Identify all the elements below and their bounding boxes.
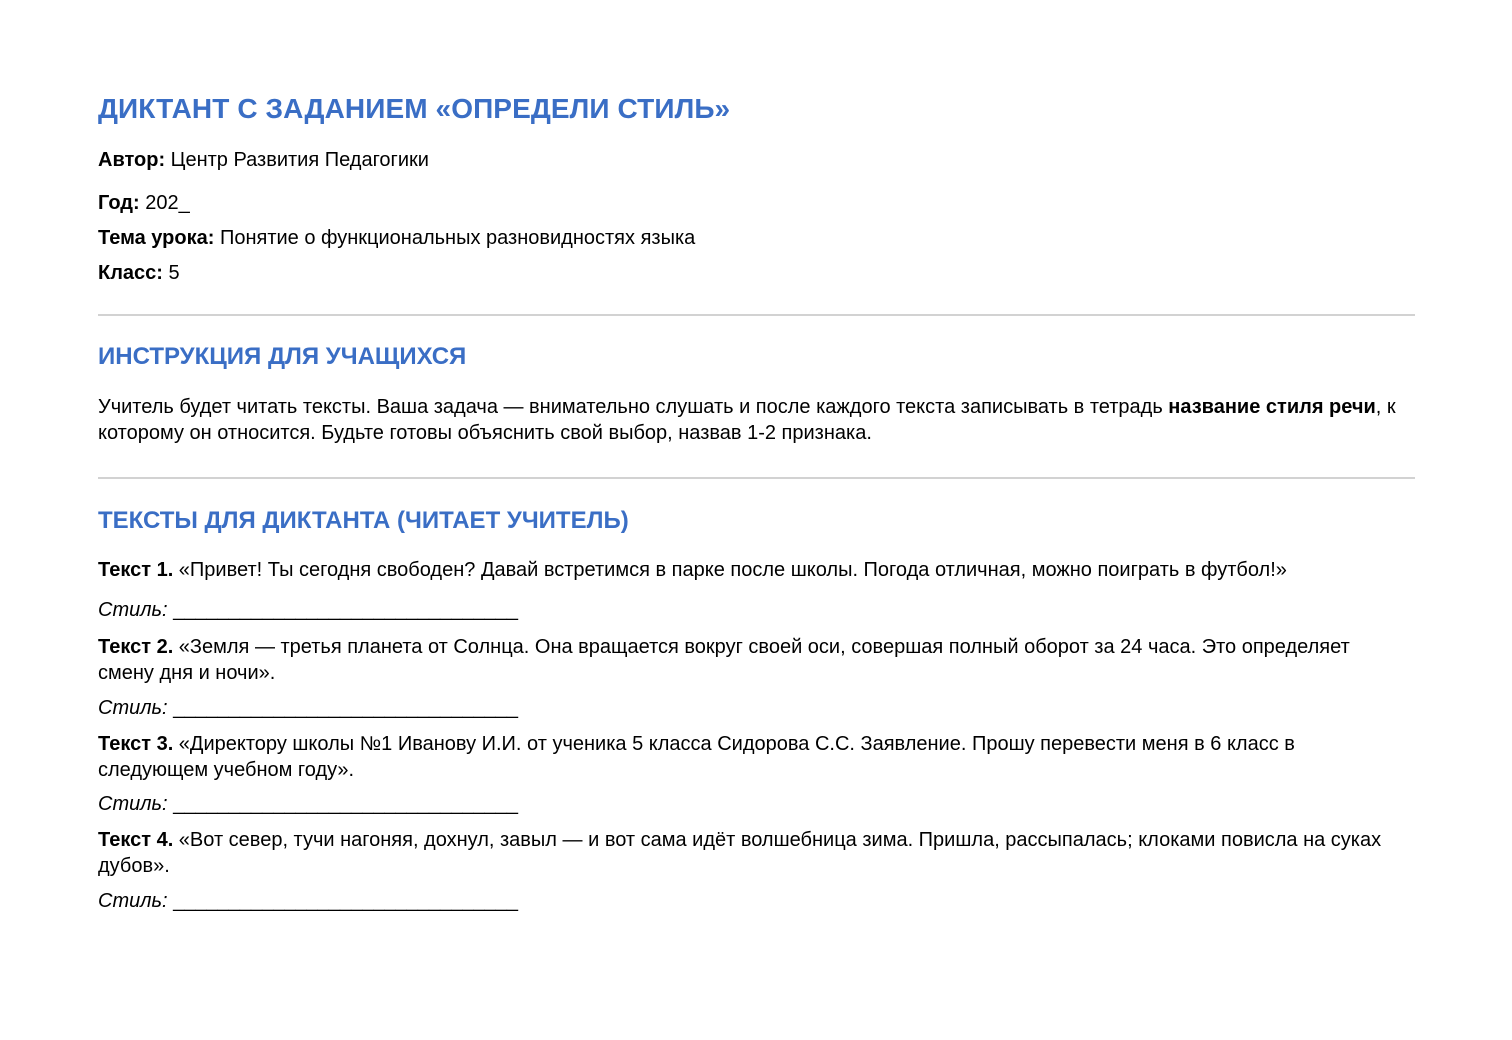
- year-label: Год:: [98, 192, 140, 214]
- dictation-text-content: «Земля — третья планета от Солнца. Она вращается вокруг своей оси, совершая полный оборот за 24 часа. Это определяет смену дня и ночи».: [98, 636, 1350, 684]
- style-answer-line-3: [98, 791, 518, 817]
- dictation-text-label: Текст 2.: [98, 636, 174, 658]
- dictation-text-label: Текст 4.: [98, 829, 174, 851]
- instructions-text: [98, 394, 1408, 446]
- dictation-text-4: [98, 827, 1408, 879]
- meta-author: [98, 147, 429, 173]
- meta-year: [98, 190, 190, 216]
- style-answer-line-1: [98, 597, 518, 623]
- dictation-text-2: [98, 634, 1408, 686]
- answer-blank: _______________________________: [167, 793, 518, 815]
- answer-blank: _______________________________: [167, 697, 518, 719]
- instructions-text-bold: название стиля речи: [1168, 396, 1376, 418]
- instructions-text-end: , к которому он относится. Будьте готовы объяснить свой выбор, назвав 1-2 признака.: [98, 396, 1396, 444]
- year-value: 202_: [139, 192, 190, 214]
- style-answer-line-2: [98, 695, 518, 721]
- dictation-text-content: «Привет! Ты сегодня свободен? Давай встретимся в парке после школы. Погода отличная, можно поиграть в футбол!»: [173, 559, 1287, 581]
- answer-blank: _______________________________: [167, 599, 518, 621]
- instructions-heading: ИНСТРУКЦИЯ ДЛЯ УЧАЩИХСЯ: [98, 343, 467, 370]
- dictation-text-label: Текст 3.: [98, 733, 174, 755]
- instructions-text-start: Учитель будет читать тексты. Ваша задача — внимательно слушать и после каждого текста записывать в тетрадь: [98, 396, 1169, 418]
- texts-heading: ТЕКСТЫ ДЛЯ ДИКТАНТА (ЧИТАЕТ УЧИТЕЛЬ): [98, 507, 629, 534]
- dictation-text-content: «Вот север, тучи нагоняя, дохнул, завыл — и вот сама идёт волшебница зима. Пришла, рассыпалась; клоками повисла на суках дубов».: [98, 829, 1382, 877]
- meta-grade: [98, 260, 180, 286]
- topic-value: Понятие о функциональных разновидностях языка: [214, 227, 696, 249]
- dictation-text-label: Текст 1.: [98, 559, 174, 581]
- style-label: Стиль:: [98, 599, 168, 621]
- author-value: Центр Развития Педагогики: [165, 149, 429, 171]
- document-title: ДИКТАНТ С ЗАДАНИЕМ «ОПРЕДЕЛИ СТИЛЬ»: [98, 93, 731, 124]
- style-label: Стиль:: [98, 890, 168, 912]
- style-label: Стиль:: [98, 793, 168, 815]
- meta-topic: [98, 225, 695, 251]
- style-answer-line-4: [98, 888, 518, 914]
- dictation-text-3: [98, 731, 1408, 783]
- section-divider: [98, 477, 1415, 479]
- author-label: Автор:: [98, 149, 166, 171]
- grade-label: Класс:: [98, 262, 163, 284]
- dictation-text-1: [98, 557, 1408, 583]
- style-label: Стиль:: [98, 697, 168, 719]
- section-divider: [98, 314, 1415, 316]
- topic-label: Тема урока:: [98, 227, 215, 249]
- dictation-text-content: «Директору школы №1 Иванову И.И. от ученика 5 класса Сидорова С.С. Заявление. Прошу перевести меня в 6 класс в следующем учебном году».: [98, 733, 1295, 781]
- answer-blank: _______________________________: [167, 890, 518, 912]
- grade-value: 5: [162, 262, 180, 284]
